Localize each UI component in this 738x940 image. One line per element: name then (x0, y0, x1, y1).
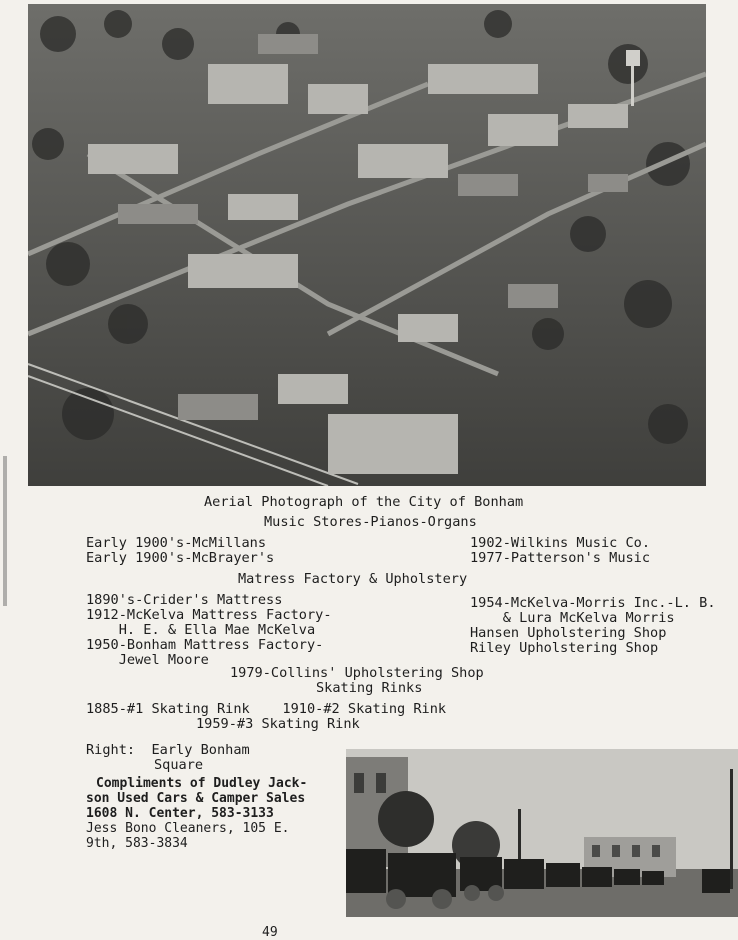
mattress-heading: Matress Factory & Upholstery (238, 571, 468, 587)
right-caption-line-1: Right: Early Bonham (86, 742, 250, 758)
mattress-right-line-2: & Lura McKelva Morris (470, 610, 675, 626)
bonham-square-photograph (346, 749, 738, 917)
compliments-line-3: 1608 N. Center, 583-3133 (86, 806, 274, 821)
compliments-line-2: son Used Cars & Camper Sales (86, 791, 306, 806)
mattress-left-line-3: H. E. & Ella Mae McKelva (86, 622, 316, 638)
mattress-left-line-1: 1890's-Crider's Mattress (86, 592, 283, 608)
music-right-line-1: 1902-Wilkins Music Co. (470, 535, 651, 551)
mattress-left-line-2: 1912-McKelva Mattress Factory- (86, 607, 332, 623)
music-right-line-2: 1977-Patterson's Music (470, 550, 651, 566)
right-caption-line-2: Square (154, 757, 204, 773)
skating-line-1: 1885-#1 Skating Rink 1910-#2 Skating Rink (86, 701, 447, 717)
skating-heading: Skating Rinks (316, 680, 423, 696)
compliments-line-4: Jess Bono Cleaners, 105 E. (86, 821, 290, 836)
compliments-line-5: 9th, 583-3834 (86, 836, 188, 851)
page-edge-mark (3, 456, 7, 606)
mattress-center-line: 1979-Collins' Upholstering Shop (230, 665, 484, 681)
page-number: 49 (262, 925, 278, 940)
music-left-line-2: Early 1900's-McBrayer's (86, 550, 275, 566)
mattress-right-line-4: Riley Upholstering Shop (470, 640, 659, 656)
skating-line-2: 1959-#3 Skating Rink (196, 716, 360, 732)
mattress-left-line-5: Jewel Moore (86, 652, 209, 668)
mattress-left-line-4: 1950-Bonham Mattress Factory- (86, 637, 324, 653)
music-left-line-1: Early 1900's-McMillans (86, 535, 267, 551)
mattress-right-line-1: 1954-McKelva-Morris Inc.-L. B. (470, 595, 716, 611)
aerial-caption: Aerial Photograph of the City of Bonham (204, 494, 524, 510)
compliments-line-1: Compliments of Dudley Jack- (96, 776, 308, 791)
aerial-photograph (28, 4, 706, 486)
music-heading: Music Stores-Pianos-Organs (264, 514, 477, 530)
mattress-right-line-3: Hansen Upholstering Shop (470, 625, 667, 641)
